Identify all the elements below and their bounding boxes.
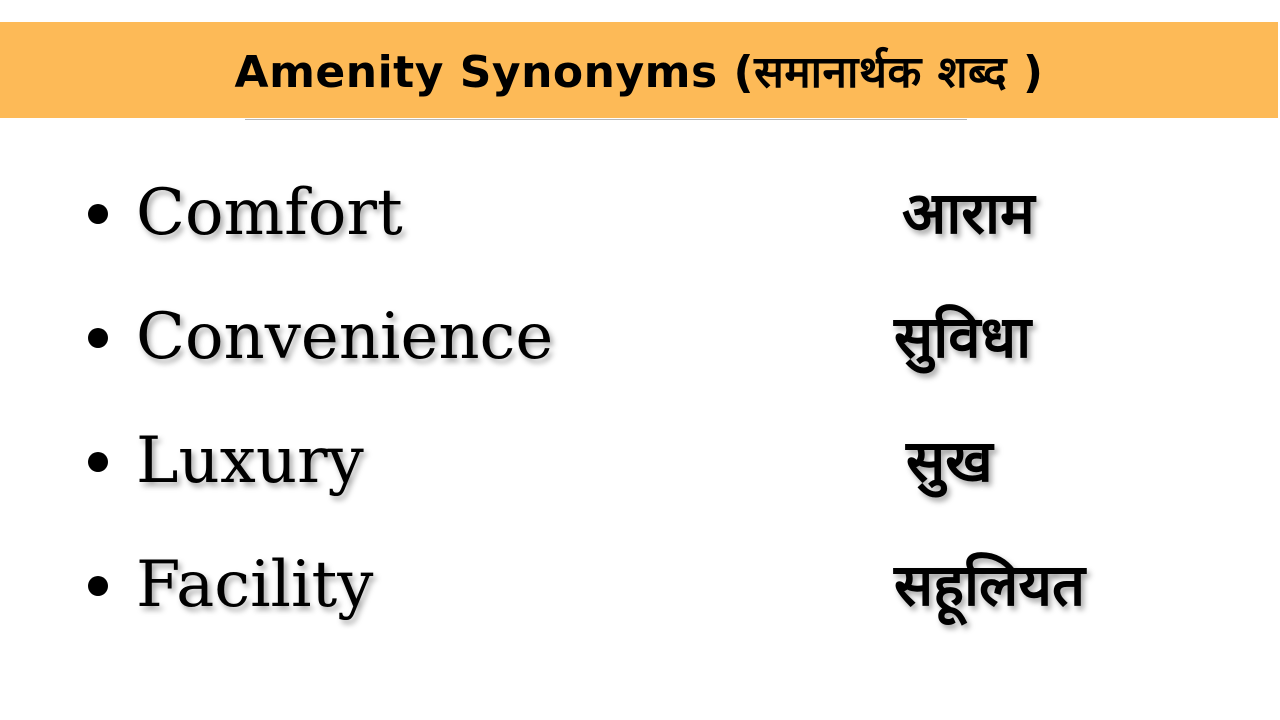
bullet-icon bbox=[88, 452, 108, 472]
bullet-icon bbox=[88, 328, 108, 348]
synonym-row-convenience bbox=[0, 292, 1280, 382]
page-title: Amenity Synonyms (समानार्थक शब्द ) bbox=[234, 47, 1044, 98]
hindi-word: सुख bbox=[906, 427, 993, 495]
title-divider bbox=[245, 119, 967, 120]
synonym-row-facility bbox=[0, 540, 1280, 630]
hindi-word: सुविधा bbox=[894, 303, 1032, 371]
bullet-icon bbox=[88, 204, 108, 224]
bullet-icon bbox=[88, 576, 108, 596]
english-word: Facility bbox=[136, 548, 374, 622]
title-bar bbox=[0, 22, 1278, 118]
hindi-word: सहूलियत bbox=[894, 551, 1086, 619]
hindi-word: आराम bbox=[902, 179, 1035, 247]
synonym-row-luxury bbox=[0, 416, 1280, 506]
english-word: Luxury bbox=[136, 424, 364, 498]
synonym-row-comfort bbox=[0, 168, 1280, 258]
english-word: Comfort bbox=[136, 176, 403, 250]
english-word: Convenience bbox=[136, 300, 554, 374]
